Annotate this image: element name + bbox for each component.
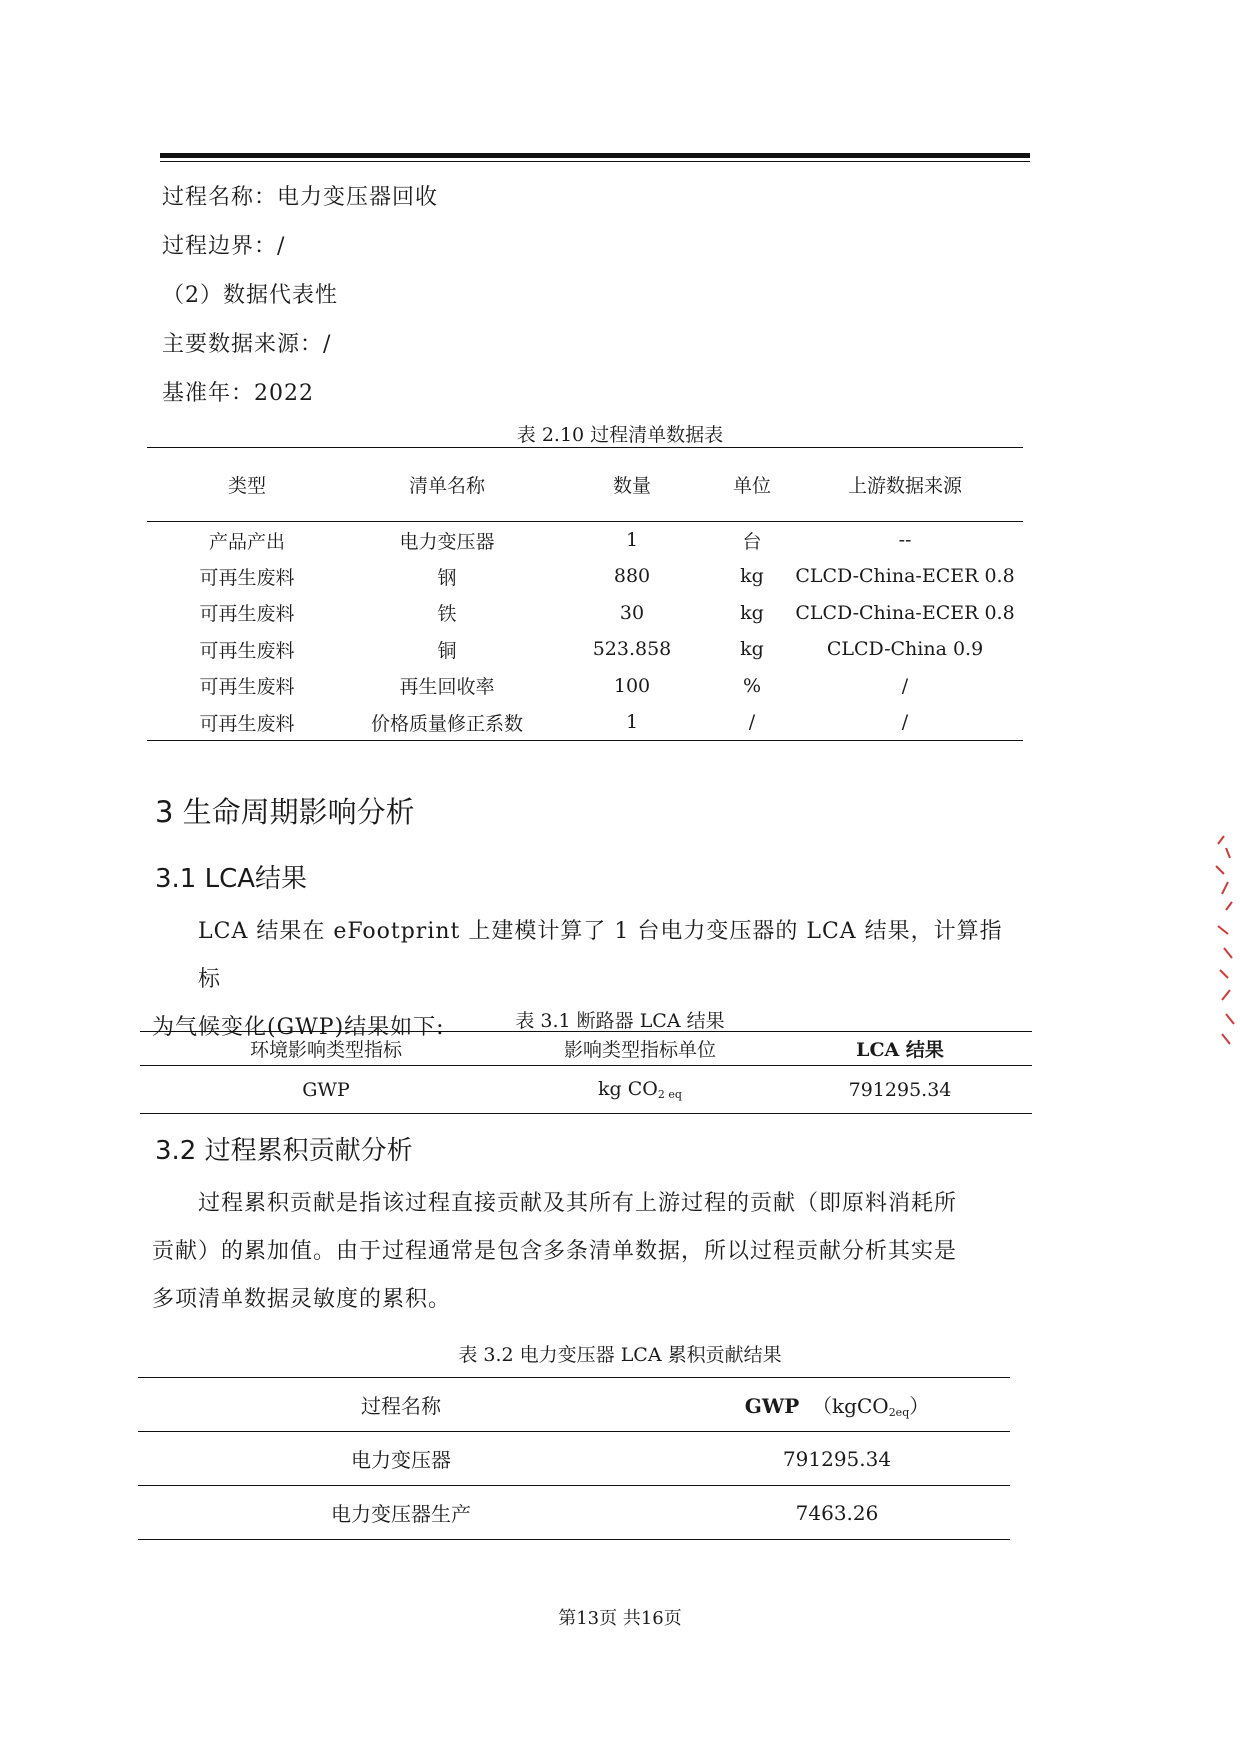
table-row bbox=[147, 558, 1023, 595]
table-3-2 bbox=[138, 1377, 1010, 1540]
cell-source: CLCD-China-ECER 0.8 bbox=[795, 565, 1015, 588]
section-3-heading: 3 生命周期影响分析 bbox=[155, 795, 415, 829]
paragraph-line: 多项清单数据灵敏度的累积。 bbox=[152, 1287, 452, 1312]
process-boundary: 过程边界：/ bbox=[162, 234, 286, 259]
section-3-2-heading: 3.2 过程累积贡献分析 bbox=[155, 1136, 413, 1166]
cell-source: CLCD-China-ECER 0.8 bbox=[795, 601, 1015, 624]
table-row bbox=[147, 522, 1023, 559]
cell-gwp: 791295.34 bbox=[664, 1432, 1010, 1486]
cell-unit: kg bbox=[740, 565, 764, 588]
header-rule-thick bbox=[160, 153, 1030, 158]
cell-quantity: 880 bbox=[613, 565, 651, 588]
cell-type: 可再生废料 bbox=[147, 704, 347, 741]
cell-unit: % bbox=[742, 674, 762, 697]
cell-source: -- bbox=[898, 529, 912, 551]
cell-unit bbox=[512, 1066, 768, 1114]
cell-name: 钢 bbox=[437, 566, 457, 589]
cell-process-name: 电力变压器生产 bbox=[138, 1486, 664, 1540]
cell-result: 791295.34 bbox=[768, 1066, 1032, 1114]
table-row bbox=[138, 1432, 1010, 1486]
cell-unit: / bbox=[717, 704, 787, 741]
table-2-10-caption: 表 2.10 过程清单数据表 bbox=[516, 424, 724, 446]
cell-quantity: 523.858 bbox=[592, 638, 672, 661]
cell-quantity: 1 bbox=[547, 704, 717, 741]
cell-source: / bbox=[901, 674, 909, 697]
cell-source: / bbox=[787, 704, 1023, 741]
cell-name: 铜 bbox=[437, 639, 457, 662]
col-header-indicator-unit: 影响类型指标单位 bbox=[512, 1032, 768, 1066]
table-row bbox=[147, 631, 1023, 668]
table-3-1 bbox=[140, 1031, 1032, 1114]
gwp-label: GWP bbox=[744, 1394, 800, 1418]
table-row bbox=[147, 704, 1023, 741]
base-year: 基准年：2022 bbox=[162, 381, 314, 406]
col-header-process-name: 过程名称 bbox=[138, 1378, 664, 1432]
seal-stamp-fragment bbox=[1204, 830, 1240, 1050]
cell-quantity: 100 bbox=[613, 674, 651, 697]
cell-name: 价格质量修正系数 bbox=[347, 704, 547, 741]
col-header-type: 类型 bbox=[147, 448, 347, 522]
col-header-list-name: 清单名称 bbox=[347, 448, 547, 522]
cell-quantity: 1 bbox=[625, 529, 639, 551]
col-header-quantity: 数量 bbox=[547, 448, 717, 522]
unit-subscript: 2 eq bbox=[657, 1088, 682, 1101]
table-2-10 bbox=[147, 447, 1023, 741]
cell-quantity: 30 bbox=[619, 601, 645, 624]
data-representativeness: （2）数据代表性 bbox=[162, 283, 338, 308]
paragraph-line: 为气候变化(GWP)结果如下: bbox=[152, 1015, 445, 1040]
table-header-row bbox=[138, 1378, 1010, 1432]
cell-type: 可再生废料 bbox=[199, 639, 295, 662]
cell-source: CLCD-China 0.9 bbox=[826, 638, 984, 661]
cell-name: 电力变压器 bbox=[399, 530, 495, 553]
cell-name: 铁 bbox=[437, 603, 457, 626]
col-header-indicator: 环境影响类型指标 bbox=[140, 1032, 512, 1066]
cell-gwp: 7463.26 bbox=[664, 1486, 1010, 1540]
cell-type: 产品产出 bbox=[208, 530, 285, 553]
cell-unit: kg bbox=[740, 601, 764, 624]
table-3-1-caption: 表 3.1 断路器 LCA 结果 bbox=[515, 1010, 725, 1032]
table-3-2-caption: 表 3.2 电力变压器 LCA 累积贡献结果 bbox=[458, 1344, 782, 1366]
section-3-1-heading: 3.1 LCA结果 bbox=[155, 864, 308, 894]
paragraph-line: 贡献）的累加值。由于过程通常是包含多条清单数据，所以过程贡献分析其实是 bbox=[152, 1239, 958, 1264]
section-3-2-paragraph bbox=[152, 1180, 1024, 1324]
header-rule-thin bbox=[160, 161, 1030, 162]
table-row bbox=[147, 595, 1023, 632]
gwp-unit-post: ） bbox=[909, 1394, 930, 1418]
table-row bbox=[138, 1486, 1010, 1540]
cell-unit: 台 bbox=[742, 530, 762, 553]
table-row bbox=[140, 1066, 1032, 1114]
paragraph-line: 过程累积贡献是指该过程直接贡献及其所有上游过程的贡献（即原料消耗所 bbox=[198, 1191, 958, 1216]
col-header-unit: 单位 bbox=[717, 448, 787, 522]
gwp-unit-pre: （kgCO bbox=[812, 1394, 889, 1418]
table-header-row bbox=[147, 448, 1023, 522]
cell-name: 再生回收率 bbox=[399, 676, 495, 699]
cell-type: 可再生废料 bbox=[199, 676, 295, 699]
cell-indicator: GWP bbox=[140, 1066, 512, 1114]
gwp-unit-subscript: 2eq bbox=[888, 1406, 910, 1419]
col-header-lca-result: LCA 结果 bbox=[768, 1032, 1032, 1066]
cell-type: 可再生废料 bbox=[199, 603, 295, 626]
cell-process-name: 电力变压器 bbox=[138, 1432, 664, 1486]
process-name: 过程名称：电力变压器回收 bbox=[162, 185, 439, 210]
unit-main: kg CO bbox=[598, 1078, 658, 1100]
page-footer: 第13页 共16页 bbox=[558, 1608, 682, 1629]
cell-type: 可再生废料 bbox=[199, 566, 295, 589]
col-header-upstream-source: 上游数据来源 bbox=[787, 448, 1023, 522]
table-header-row bbox=[140, 1032, 1032, 1066]
table-row bbox=[147, 668, 1023, 705]
col-header-gwp bbox=[664, 1378, 1010, 1432]
paragraph-line: LCA 结果在 eFootprint 上建模计算了 1 台电力变压器的 LCA 结果，计算指标 bbox=[198, 919, 1003, 992]
data-source: 主要数据来源：/ bbox=[162, 332, 332, 357]
cell-unit: kg bbox=[740, 638, 764, 661]
